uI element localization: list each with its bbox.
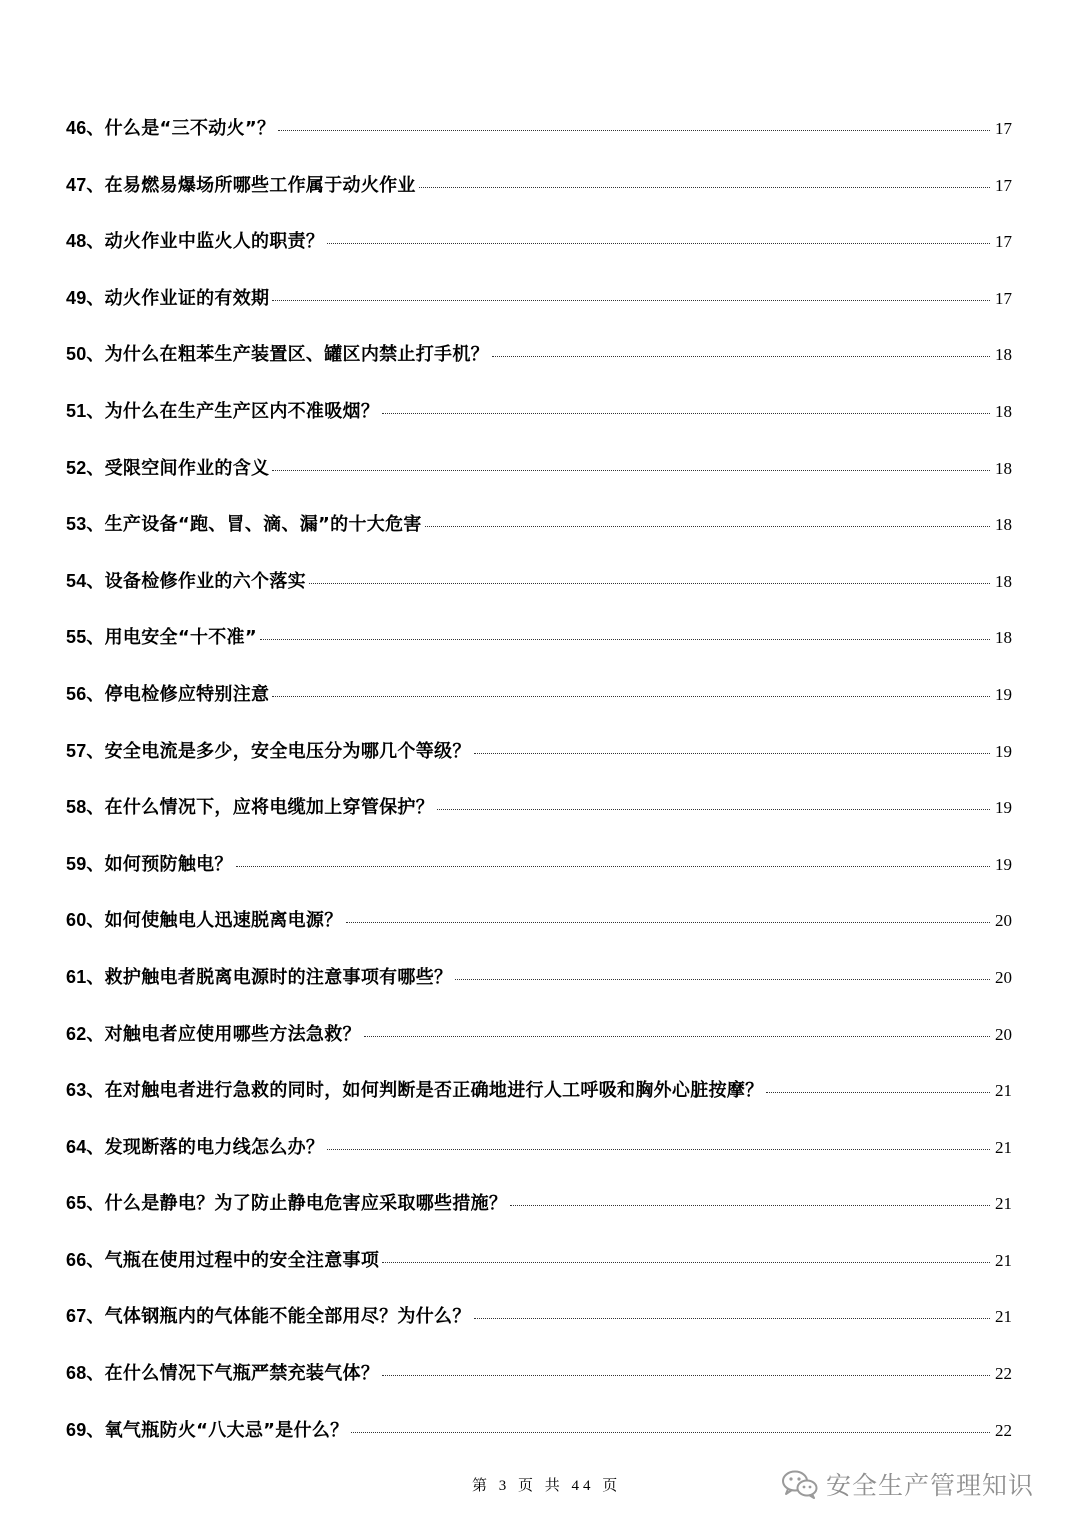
toc-entry-page: 19 <box>995 684 1012 704</box>
toc-entry-page: 21 <box>995 1307 1012 1327</box>
toc-entry-number: 48、 <box>66 231 105 252</box>
dot-leader <box>382 1375 990 1376</box>
toc-entry-page: 18 <box>995 571 1012 591</box>
toc-entry-number: 64、 <box>66 1136 105 1157</box>
toc-entry-number: 65、 <box>66 1193 105 1214</box>
dot-leader <box>278 130 990 131</box>
toc-entry-number: 50、 <box>66 344 105 365</box>
toc-entry-title: 在对触电者进行急救的同时，如何判断是否正确地进行人工呼吸和胸外心脏按摩？ <box>104 1080 764 1102</box>
dot-leader <box>455 979 990 980</box>
dot-leader <box>474 1318 990 1319</box>
dot-leader <box>382 413 990 414</box>
toc-entry-page: 21 <box>995 1081 1012 1101</box>
toc-entry-page: 18 <box>995 401 1012 421</box>
dot-leader <box>474 753 990 754</box>
toc-entry-number: 49、 <box>66 287 105 308</box>
toc-entry-page: 21 <box>995 1194 1012 1214</box>
toc-entry-page: 22 <box>995 1364 1012 1384</box>
toc-entry-title: 安全电流是多少，安全电压分为哪几个等级？ <box>104 740 471 762</box>
toc-entry[interactable] <box>66 1175 1012 1232</box>
toc-entry-number: 53、 <box>66 514 105 535</box>
toc-entry[interactable] <box>66 440 1012 497</box>
toc-entry[interactable] <box>66 1006 1012 1063</box>
toc-entry-page: 18 <box>995 345 1012 365</box>
toc-entry-title: 氧气瓶防火“八大忌”是什么？ <box>104 1419 349 1441</box>
toc-entry-title: 什么是静电？为了防止静电危害应采取哪些措施？ <box>104 1193 508 1215</box>
toc-entry-number: 66、 <box>66 1249 105 1270</box>
toc-entry[interactable] <box>66 892 1012 949</box>
dot-leader <box>766 1092 990 1093</box>
toc-entry-title: 在什么情况下，应将电缆加上穿管保护？ <box>104 797 435 819</box>
toc-entry-number: 57、 <box>66 740 105 761</box>
toc-entry[interactable] <box>66 666 1012 723</box>
toc-entry[interactable] <box>66 609 1012 666</box>
dot-leader <box>492 356 990 357</box>
toc-entry[interactable] <box>66 1232 1012 1289</box>
toc-entry-number: 52、 <box>66 457 105 478</box>
toc-entry-page: 17 <box>995 119 1012 138</box>
toc-entry[interactable] <box>66 836 1012 893</box>
toc-entry-title: 用电安全“十不准” <box>104 627 257 649</box>
watermark <box>780 1466 1034 1502</box>
toc-entry-number: 62、 <box>66 1023 105 1044</box>
toc-entry-number: 69、 <box>66 1419 105 1440</box>
toc-entry-number: 63、 <box>66 1080 105 1101</box>
dot-leader <box>510 1205 990 1206</box>
toc-entry[interactable] <box>66 1345 1012 1402</box>
toc-entry-page: 22 <box>995 1420 1012 1440</box>
dot-leader <box>236 866 990 867</box>
page-indicator: 第 3 页 共 44 页 <box>472 1478 622 1494</box>
toc-entry-title: 救护触电者脱离电源时的注意事项有哪些？ <box>104 966 453 988</box>
toc-entry-title: 如何预防触电？ <box>104 853 233 875</box>
toc-entry-title: 如何使触电人迅速脱离电源？ <box>104 910 343 932</box>
toc-entry-page: 21 <box>995 1250 1012 1270</box>
toc-entry-number: 47、 <box>66 174 105 195</box>
toc-entry[interactable] <box>66 779 1012 836</box>
toc-entry-page: 18 <box>995 458 1012 478</box>
toc-entry-title: 气瓶在使用过程中的安全注意事项 <box>104 1249 380 1271</box>
toc-entry[interactable] <box>66 496 1012 553</box>
toc-entry-number: 51、 <box>66 400 105 421</box>
toc-entry-number: 67、 <box>66 1306 105 1327</box>
toc-entry-title: 什么是“三不动火”？ <box>104 118 276 139</box>
watermark-text: 安全生产管理知识 <box>826 1471 1035 1500</box>
toc-entry-title: 气体钢瓶内的气体能不能全部用尽？为什么？ <box>104 1306 471 1328</box>
toc-entry-page: 20 <box>995 911 1012 931</box>
dot-leader <box>327 1149 990 1150</box>
dot-leader <box>272 470 990 471</box>
toc-entry-title: 设备检修作业的六个落实 <box>104 570 306 592</box>
dot-leader <box>309 583 990 584</box>
toc-entry-page: 17 <box>995 175 1012 195</box>
toc-entry-number: 58、 <box>66 797 105 818</box>
toc-entry-title: 在易燃易爆场所哪些工作属于动火作业 <box>104 174 416 196</box>
toc-entry-number: 56、 <box>66 683 105 704</box>
dot-leader <box>419 187 990 188</box>
toc-entry-title: 发现断落的电力线怎么办？ <box>104 1136 325 1158</box>
toc-entry[interactable] <box>66 383 1012 440</box>
toc-entry[interactable] <box>66 1402 1012 1459</box>
toc-entry-page: 21 <box>995 1137 1012 1157</box>
dot-leader <box>364 1036 990 1037</box>
toc-entry[interactable] <box>66 100 1012 157</box>
toc-entry-page: 18 <box>995 515 1012 535</box>
dot-leader <box>260 639 990 640</box>
toc-entry[interactable] <box>66 723 1012 780</box>
toc-entry-title: 停电检修应特别注意 <box>104 683 270 705</box>
toc-entry-title: 为什么在粗苯生产装置区、罐区内禁止打手机？ <box>104 344 489 366</box>
dot-leader <box>437 809 990 810</box>
toc-entry[interactable] <box>66 157 1012 214</box>
toc-entry[interactable] <box>66 1288 1012 1345</box>
toc-entry-page: 20 <box>995 967 1012 987</box>
toc-entry-page: 18 <box>995 628 1012 648</box>
toc-entry-number: 54、 <box>66 570 105 591</box>
toc-entry[interactable] <box>66 1062 1012 1119</box>
toc-entry-number: 61、 <box>66 966 105 987</box>
toc-entry-title: 动火作业证的有效期 <box>104 287 270 309</box>
toc-entry-title: 生产设备“跑、冒、滴、漏”的十大危害 <box>104 514 422 536</box>
toc-entry-page: 19 <box>995 798 1012 818</box>
dot-leader <box>272 696 990 697</box>
toc-entry-number: 59、 <box>66 853 105 874</box>
toc-entry-number: 68、 <box>66 1363 105 1384</box>
dot-leader <box>272 300 990 301</box>
toc-entry[interactable] <box>66 213 1012 270</box>
toc-entry-number: 46、 <box>66 118 105 138</box>
toc-entry-page: 19 <box>995 854 1012 874</box>
toc-entry-number: 60、 <box>66 910 105 931</box>
toc-entry[interactable] <box>66 326 1012 383</box>
toc-entry-title: 受限空间作业的含义 <box>104 457 270 479</box>
toc-entry-page: 20 <box>995 1024 1012 1044</box>
toc-entry-page: 17 <box>995 232 1012 252</box>
toc-entry-title: 在什么情况下气瓶严禁充装气体？ <box>104 1363 380 1385</box>
toc-entry-number: 55、 <box>66 627 105 648</box>
dot-leader <box>425 526 990 527</box>
dot-leader <box>351 1432 990 1433</box>
dot-leader <box>346 922 990 923</box>
dot-leader <box>382 1262 990 1263</box>
toc-entry[interactable] <box>66 270 1012 327</box>
toc-entry[interactable] <box>66 949 1012 1006</box>
toc-entry[interactable] <box>66 1119 1012 1176</box>
toc-entry-page: 17 <box>995 288 1012 308</box>
toc-entry-page: 19 <box>995 741 1012 761</box>
toc-entry-title: 为什么在生产生产区内不准吸烟？ <box>104 400 380 422</box>
toc-entry-title: 对触电者应使用哪些方法急救？ <box>104 1023 361 1045</box>
page-footer <box>0 1472 1080 1502</box>
table-of-contents <box>66 100 1012 1458</box>
toc-entry-title: 动火作业中监火人的职责？ <box>104 231 325 253</box>
wechat-icon <box>780 1469 820 1499</box>
dot-leader <box>327 243 990 244</box>
toc-entry[interactable] <box>66 553 1012 610</box>
